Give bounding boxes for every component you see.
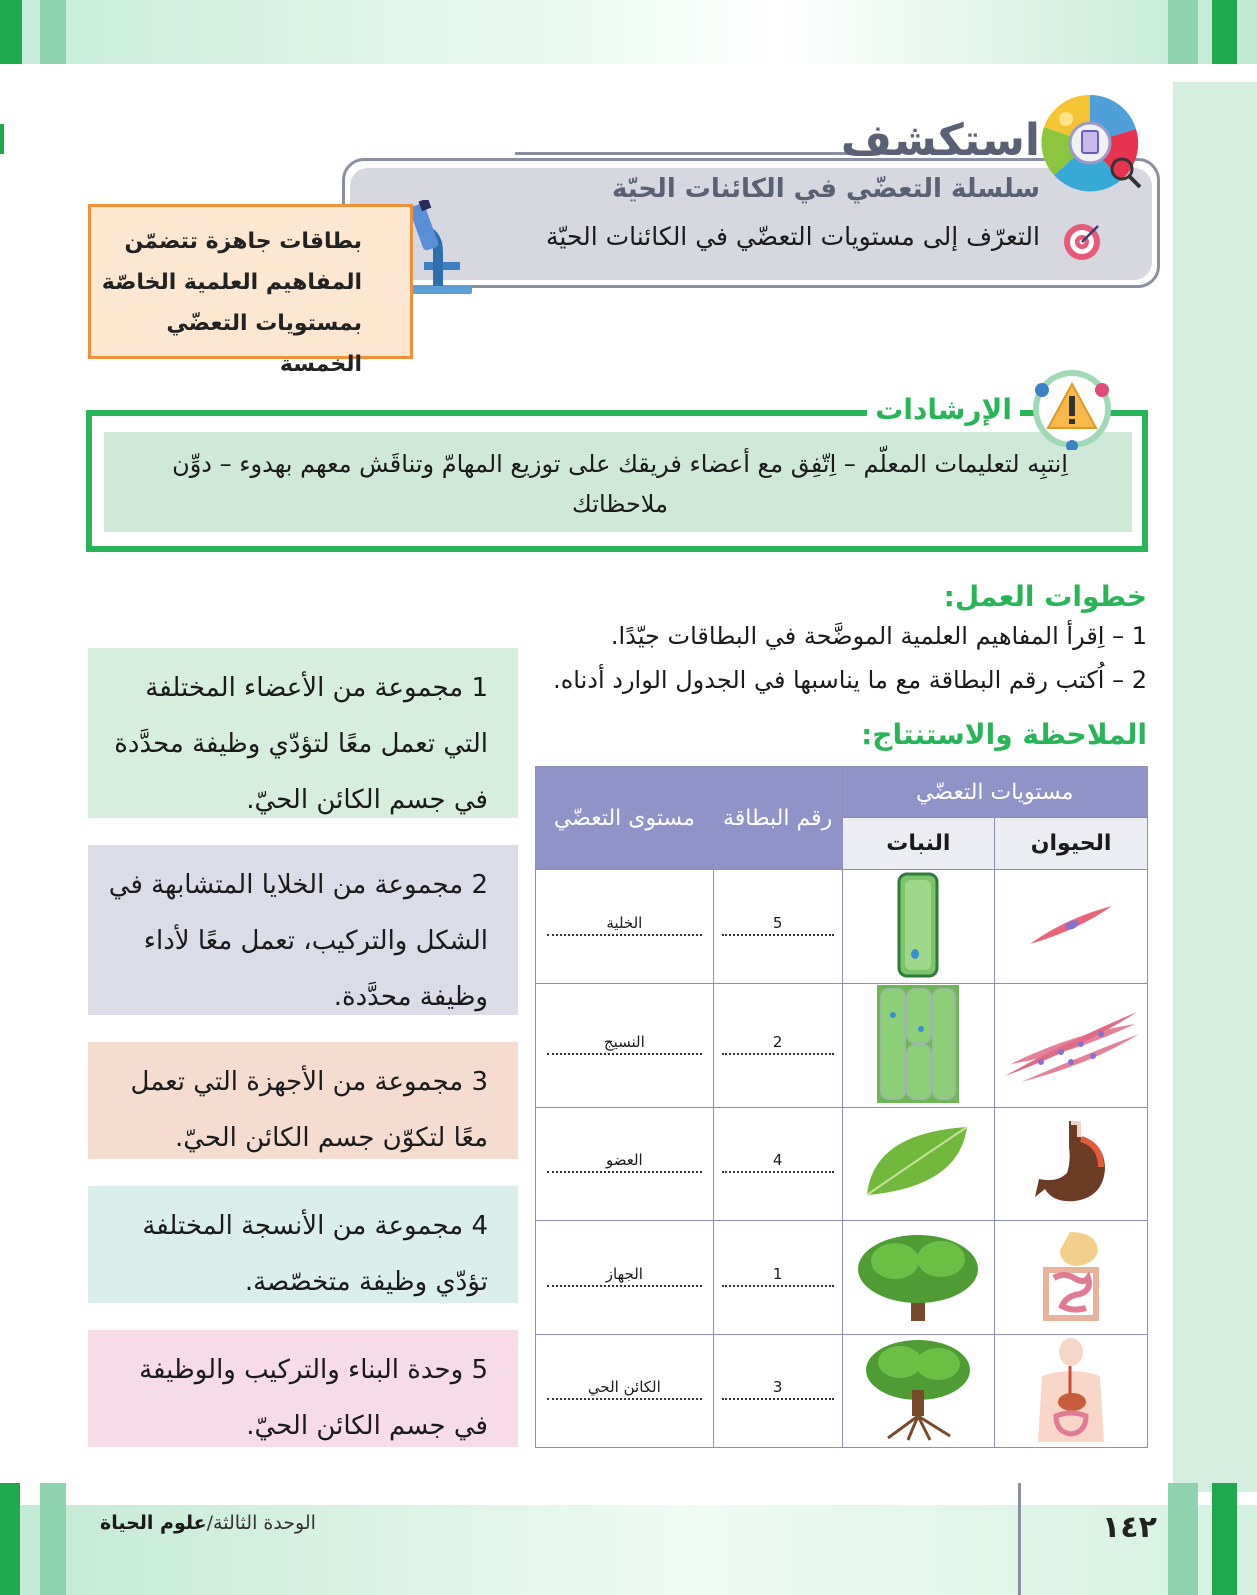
header-levels: مستويات التعضّي bbox=[842, 767, 1147, 818]
page-number: ١٤٢ bbox=[1102, 1510, 1157, 1545]
level-answer: الخلية bbox=[606, 913, 643, 932]
top-right-stripe bbox=[1212, 0, 1237, 64]
top-left-stripe-light bbox=[40, 0, 66, 64]
whole-tree-image bbox=[858, 1336, 978, 1442]
plant-tissue-image bbox=[877, 985, 959, 1103]
level-answer: الجهاز bbox=[605, 1264, 643, 1283]
plant-cell-image bbox=[893, 872, 943, 978]
card-number-cell bbox=[713, 1108, 842, 1221]
explore-goal: التعرّف إلى مستويات التعضّي في الكائنات الحيّة bbox=[546, 222, 1040, 251]
card-number-answer: 1 bbox=[772, 1264, 783, 1283]
warning-icon bbox=[1030, 368, 1114, 450]
materials-line: بطاقات جاهزة تتضمّن bbox=[124, 229, 362, 254]
plant-cell bbox=[842, 870, 995, 984]
step-item: 2 – اُكتب رقم البطاقة مع ما يناسبها في الجدول الوارد أدناه. bbox=[553, 666, 1147, 694]
level-answer: العضو bbox=[605, 1151, 643, 1169]
muscle-tissue-image bbox=[1001, 1004, 1141, 1084]
concept-card: 3 مجموعة من الأجهزة التي تعمل معًا لتكوّن جسم الكائن الحيّ. bbox=[88, 1042, 518, 1159]
table-row bbox=[536, 1108, 1148, 1221]
top-right-stripe-light bbox=[1168, 0, 1198, 64]
level-answer: النسيج bbox=[603, 1032, 645, 1051]
concept-card: 5 وحدة البناء والتركيب والوظيفة في جسم الكائن الحيّ. bbox=[88, 1330, 518, 1447]
plant-cell bbox=[842, 1335, 995, 1448]
level-cell bbox=[536, 1221, 714, 1335]
organization-levels-table bbox=[535, 766, 1148, 1448]
concept-card: 2 مجموعة من الخلايا المتشابهة في الشكل والتركيب، تعمل معًا لأداء وظيفة محدَّدة. bbox=[88, 845, 518, 1015]
bottom-right-stripe bbox=[1212, 1483, 1237, 1595]
table-row bbox=[536, 984, 1148, 1108]
top-band bbox=[0, 0, 1257, 64]
table-row bbox=[536, 1335, 1148, 1448]
plant-cell bbox=[842, 1108, 995, 1221]
card-number-answer: 5 bbox=[772, 913, 783, 932]
header-plant: النبات bbox=[842, 818, 995, 870]
concept-card: 1 مجموعة من الأعضاء المختلفة التي تعمل معًا لتؤدّي وظيفة محدَّدة في جسم الكائن الحيّ. bbox=[88, 648, 518, 818]
steps-title: خطوات العمل: bbox=[943, 580, 1147, 613]
card-number-answer: 3 bbox=[772, 1378, 783, 1396]
header-level: مستوى التعضّي bbox=[536, 767, 714, 870]
explore-rule bbox=[515, 152, 860, 155]
side-panel bbox=[1173, 82, 1257, 1492]
plant-cell bbox=[842, 984, 995, 1108]
observation-title: الملاحظة والاستنتاج: bbox=[861, 718, 1147, 751]
explore-subtitle: سلسلة التعضّي في الكائنات الحيّة bbox=[611, 174, 1040, 204]
animal-cell bbox=[995, 1335, 1148, 1448]
materials-line: المفاهيم العلمية الخاصّة bbox=[101, 270, 362, 295]
tree-crown-image bbox=[855, 1231, 981, 1321]
stomach-image bbox=[1031, 1117, 1111, 1207]
leaf-image bbox=[863, 1123, 973, 1201]
card-number-cell bbox=[713, 984, 842, 1108]
plant-cell bbox=[842, 1221, 995, 1335]
left-edge-mark bbox=[0, 124, 4, 154]
materials-note bbox=[88, 204, 413, 377]
digestive-system-image bbox=[1036, 1228, 1106, 1324]
card-number-answer: 4 bbox=[772, 1151, 783, 1169]
bottom-left-stripe-light bbox=[40, 1483, 66, 1595]
animal-cell bbox=[995, 984, 1148, 1108]
level-cell bbox=[536, 984, 714, 1108]
guidelines-title: الإرشادات bbox=[867, 393, 1020, 426]
bottom-left-stripe bbox=[0, 1483, 20, 1595]
step-item: 1 – اِقرأ المفاهيم العلمية الموضَّحة في البطاقات جيّدًا. bbox=[610, 622, 1147, 650]
explore-emblem-icon bbox=[1030, 93, 1150, 193]
animal-cell bbox=[995, 1108, 1148, 1221]
target-icon bbox=[1062, 222, 1102, 262]
muscle-cell-image bbox=[1026, 900, 1116, 950]
animal-cell bbox=[995, 1221, 1148, 1335]
card-number-cell bbox=[713, 870, 842, 984]
card-number-cell bbox=[713, 1335, 842, 1448]
materials-line: بمستويات التعضّي الخمسة bbox=[166, 311, 362, 377]
header-animal: الحيوان bbox=[995, 818, 1148, 870]
concept-card: 4 مجموعة من الأنسجة المختلفة تؤدّي وظيفة متخصّصة. bbox=[88, 1186, 518, 1303]
explore-title: استكشف bbox=[840, 115, 1040, 166]
table-row bbox=[536, 1221, 1148, 1335]
bottom-right-stripe-light bbox=[1168, 1483, 1198, 1595]
card-number-cell bbox=[713, 1221, 842, 1335]
level-cell bbox=[536, 1108, 714, 1221]
human-body-image bbox=[1026, 1336, 1116, 1442]
guidelines-text: اِنتبِه لتعليمات المعلّم – اِتّفِق مع أعضاء فريقك على توزيع المهامّ وتناقَش معهم بهدوء – دوِّن ملاحظاتك bbox=[172, 450, 1068, 518]
top-left-stripe bbox=[0, 0, 22, 64]
card-number-answer: 2 bbox=[772, 1032, 783, 1051]
header-card-number: رقم البطاقة bbox=[713, 767, 842, 870]
footer-subject: علوم الحياة bbox=[100, 1512, 207, 1534]
table-row bbox=[536, 870, 1148, 984]
level-cell bbox=[536, 1335, 714, 1448]
footer-unit bbox=[100, 1512, 316, 1534]
footer-unit-label: الوحدة الثالثة/ bbox=[206, 1512, 316, 1534]
level-answer: الكائن الحي bbox=[587, 1378, 661, 1396]
level-cell bbox=[536, 870, 714, 984]
footer-divider bbox=[1018, 1483, 1021, 1595]
animal-cell bbox=[995, 870, 1148, 984]
